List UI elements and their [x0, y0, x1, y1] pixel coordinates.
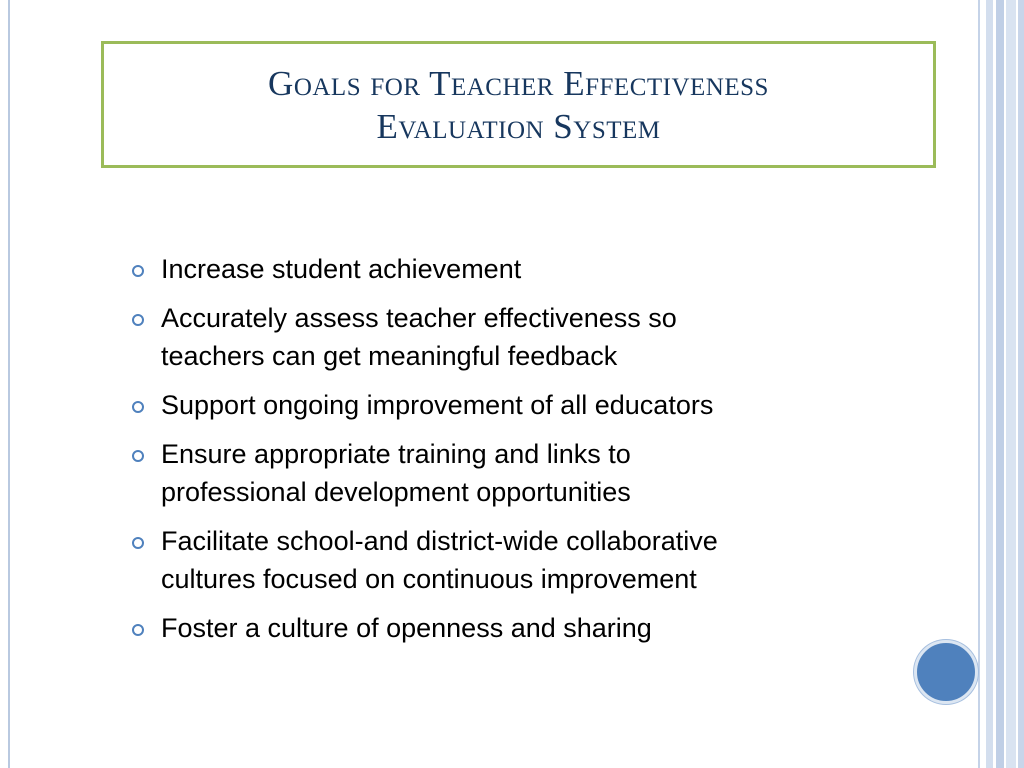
bullet-circle-icon	[132, 624, 144, 636]
bullet-text-line: Accurately assess teacher effectiveness so	[161, 303, 677, 333]
stripe	[1018, 0, 1024, 768]
stripe	[986, 0, 993, 768]
bullet-item	[132, 386, 892, 424]
bullet-circle-icon	[132, 265, 144, 277]
bullet-circle-icon	[132, 537, 144, 549]
bullet-text-line: cultures focused on continuous improvement	[161, 564, 697, 594]
slide-title	[268, 62, 769, 148]
slide-title-line-2: Evaluation System	[376, 106, 661, 146]
bullet-text-line: teachers can get meaningful feedback	[161, 341, 618, 371]
bullet-item	[132, 435, 892, 511]
bullet-text-line: Foster a culture of openness and sharing	[161, 613, 652, 643]
bullet-item	[132, 609, 892, 647]
stripe	[1006, 0, 1016, 768]
bullet-text-line: professional development opportunities	[161, 477, 631, 507]
bullet-circle-icon	[132, 401, 144, 413]
bullet-list	[132, 250, 892, 658]
bullet-text-line: Ensure appropriate training and links to	[161, 439, 631, 469]
stripe	[996, 0, 1004, 768]
bullet-text-line: Support ongoing improvement of all educators	[161, 390, 714, 420]
right-decorative-stripes	[978, 0, 1024, 768]
decorative-circle-icon	[914, 640, 978, 704]
bullet-item	[132, 522, 892, 598]
bullet-text-line: Increase student achievement	[161, 254, 522, 284]
bullet-circle-icon	[132, 450, 144, 462]
bullet-item	[132, 250, 892, 288]
left-border-line	[8, 0, 10, 768]
bullet-text-line: Facilitate school-and district-wide collaborative	[161, 526, 718, 556]
title-box	[101, 41, 936, 168]
bullet-item	[132, 299, 892, 375]
bullet-circle-icon	[132, 314, 144, 326]
slide-title-line-1: Goals for Teacher Effectiveness	[268, 63, 769, 103]
